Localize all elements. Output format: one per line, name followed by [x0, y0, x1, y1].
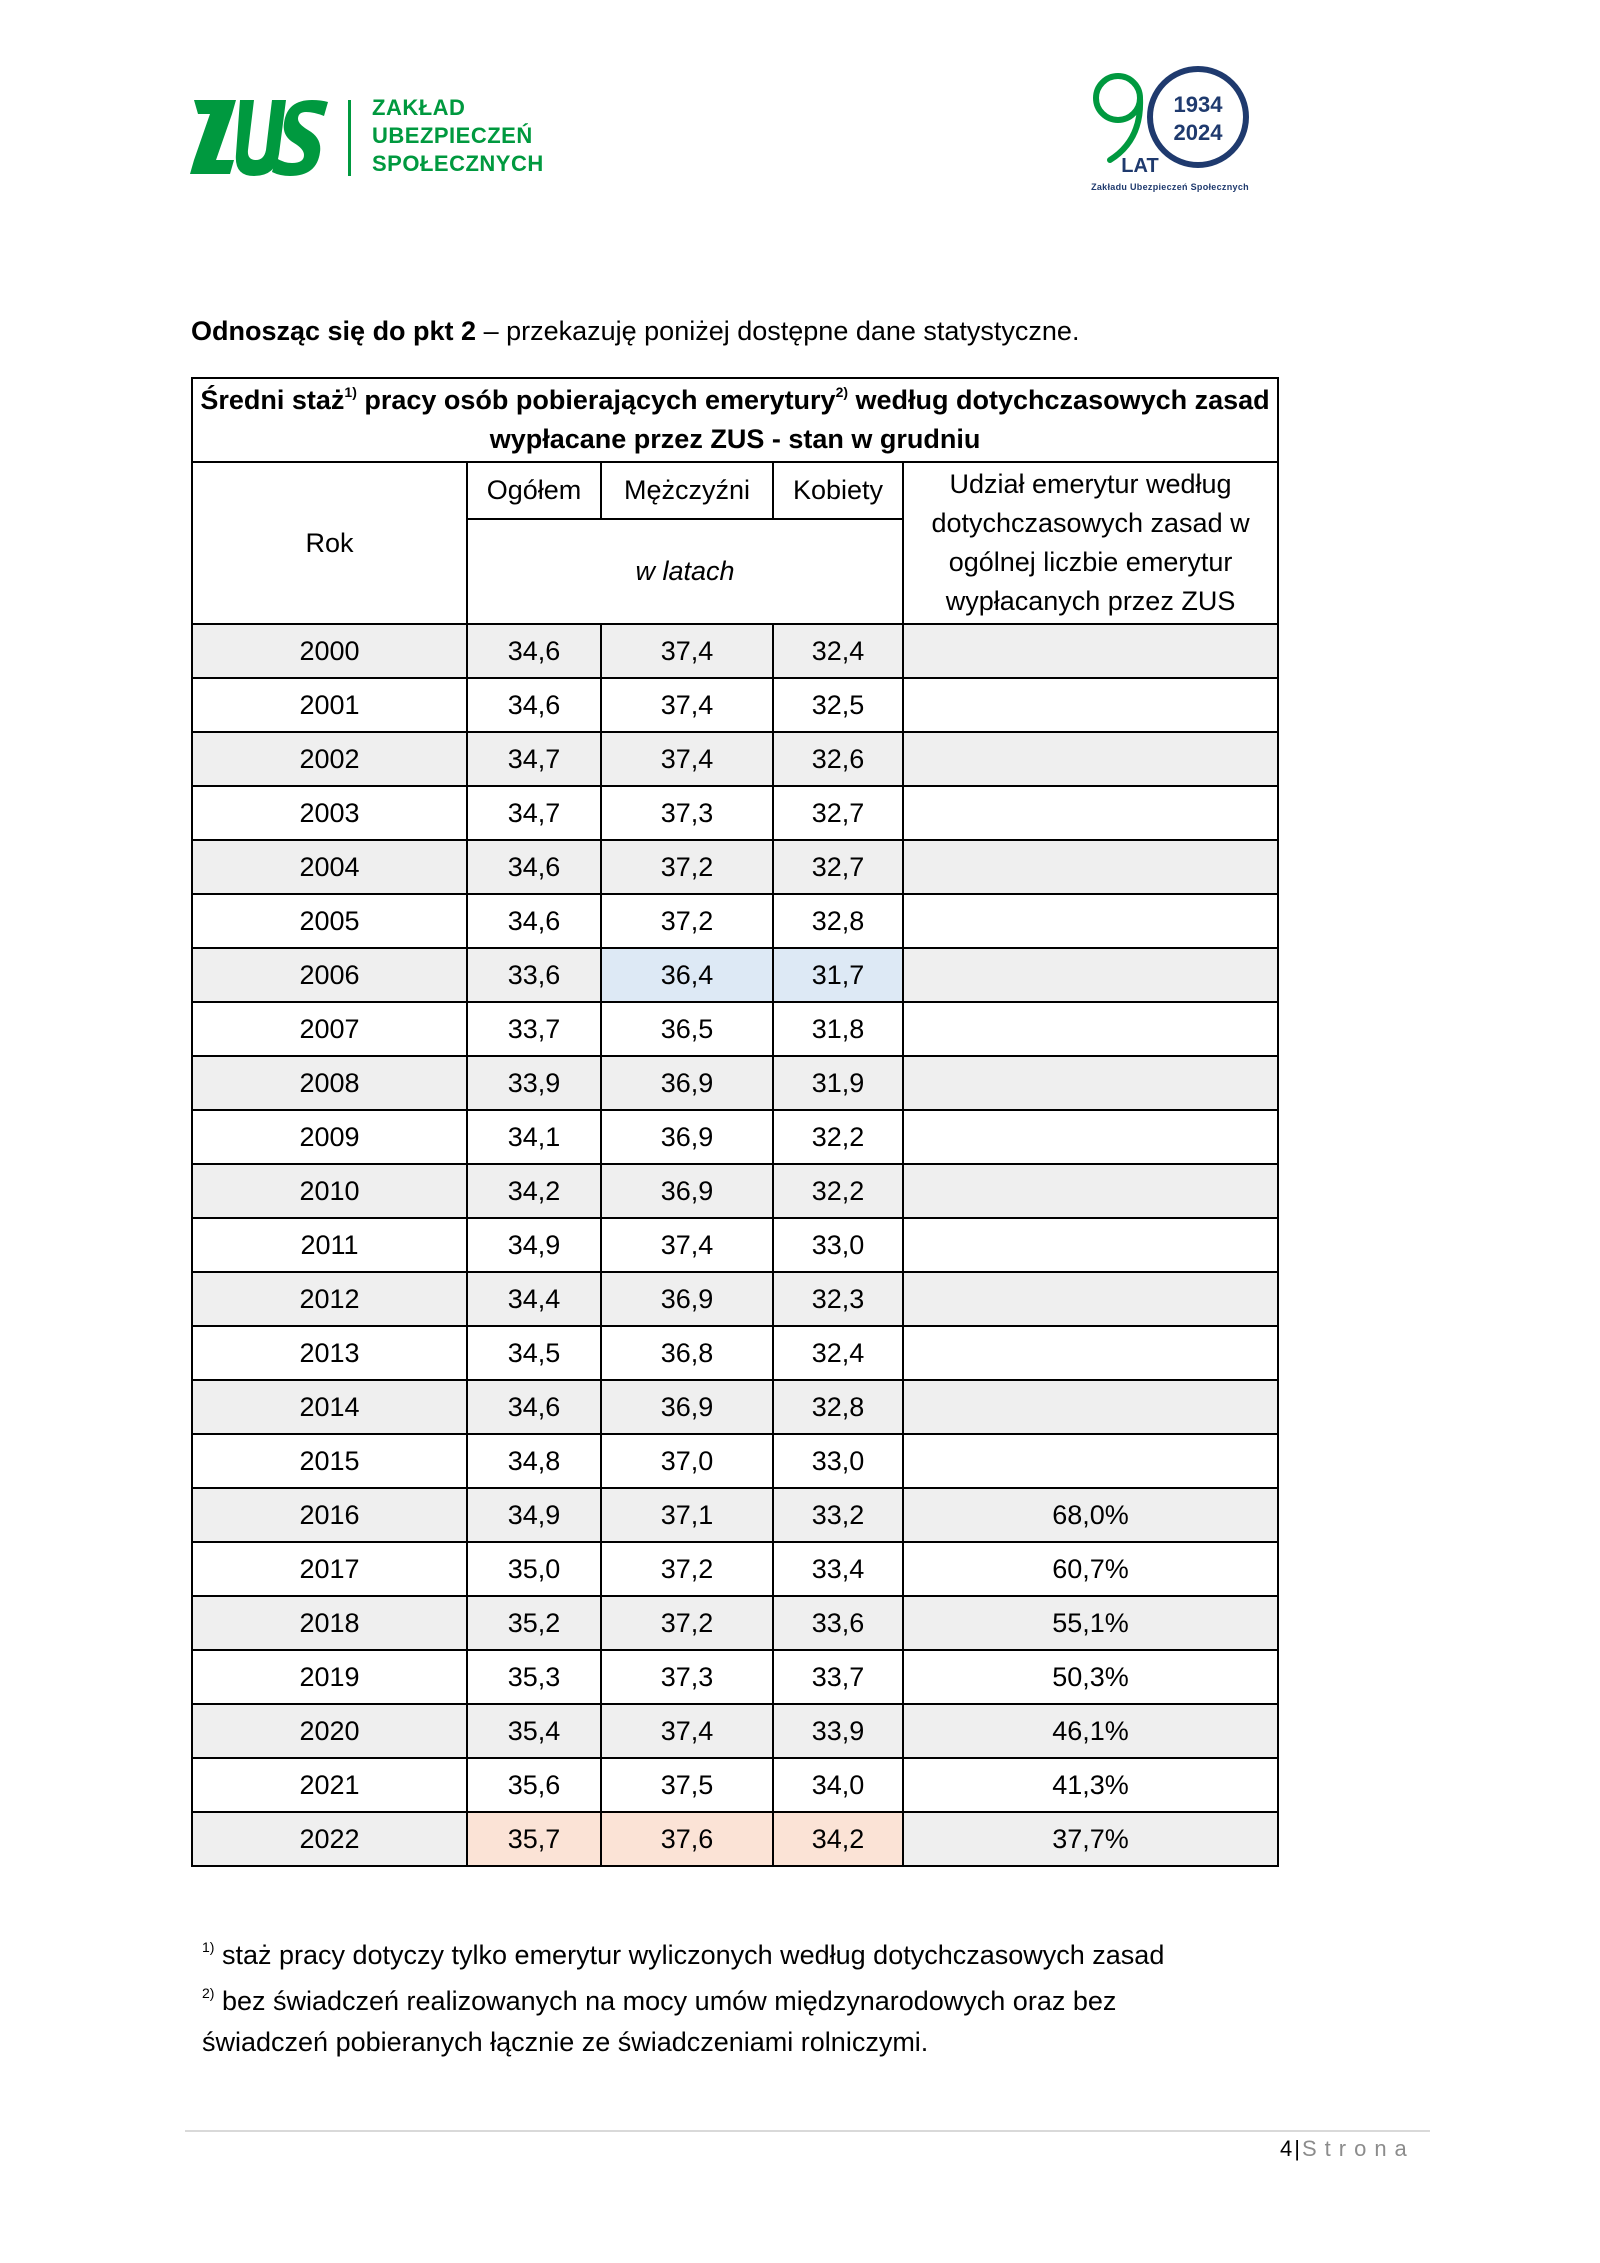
cell-rok: 2003 — [192, 786, 467, 840]
page-number — [1280, 2136, 1415, 2162]
cell-rok: 2018 — [192, 1596, 467, 1650]
cell-rok: 2000 — [192, 624, 467, 678]
cell-ogolem: 34,7 — [467, 732, 601, 786]
cell-udzial: 37,7% — [903, 1812, 1278, 1866]
cell-ogolem: 35,6 — [467, 1758, 601, 1812]
page-number-separator: | — [1294, 2136, 1300, 2161]
intro-line — [191, 316, 1079, 347]
cell-ogolem: 35,4 — [467, 1704, 601, 1758]
cell-rok: 2010 — [192, 1164, 467, 1218]
cell-ogolem: 34,2 — [467, 1164, 601, 1218]
cell-mezczyzni: 37,2 — [601, 1542, 773, 1596]
table-row — [192, 1596, 1278, 1650]
cell-kobiety: 32,5 — [773, 678, 903, 732]
anniversary-caption: Zakładu Ubezpieczeń Społecznych — [1091, 182, 1249, 192]
cell-kobiety: 32,8 — [773, 1380, 903, 1434]
cell-ogolem: 34,9 — [467, 1218, 601, 1272]
cell-rok: 2004 — [192, 840, 467, 894]
table-row — [192, 1164, 1278, 1218]
cell-mezczyzni: 36,4 — [601, 948, 773, 1002]
header-udzial: Udział emerytur według dotychczasowych zasad w ogólnej liczbie emerytur wypłacanych przez ZUS — [903, 462, 1278, 624]
cell-kobiety: 34,0 — [773, 1758, 903, 1812]
cell-mezczyzni: 37,5 — [601, 1758, 773, 1812]
cell-kobiety: 32,7 — [773, 840, 903, 894]
institution-name-line-2: UBEZPIECZEŃ — [372, 123, 533, 148]
table-row — [192, 1326, 1278, 1380]
cell-ogolem: 34,1 — [467, 1110, 601, 1164]
table-row — [192, 1056, 1278, 1110]
cell-kobiety: 32,8 — [773, 894, 903, 948]
table-row — [192, 732, 1278, 786]
cell-udzial — [903, 786, 1278, 840]
cell-mezczyzni: 36,9 — [601, 1164, 773, 1218]
anniversary-logo — [1070, 60, 1270, 200]
cell-mezczyzni: 36,9 — [601, 1056, 773, 1110]
table-row — [192, 894, 1278, 948]
cell-udzial: 46,1% — [903, 1704, 1278, 1758]
table-row — [192, 1272, 1278, 1326]
header-rok: Rok — [192, 462, 467, 624]
cell-mezczyzni: 37,4 — [601, 1704, 773, 1758]
cell-udzial — [903, 1434, 1278, 1488]
cell-kobiety: 31,7 — [773, 948, 903, 1002]
cell-ogolem: 34,6 — [467, 840, 601, 894]
cell-mezczyzni: 37,2 — [601, 894, 773, 948]
cell-udzial — [903, 1110, 1278, 1164]
cell-rok: 2001 — [192, 678, 467, 732]
cell-udzial — [903, 1380, 1278, 1434]
cell-rok: 2006 — [192, 948, 467, 1002]
cell-kobiety: 32,7 — [773, 786, 903, 840]
cell-ogolem: 35,3 — [467, 1650, 601, 1704]
cell-udzial — [903, 1164, 1278, 1218]
cell-udzial — [903, 1002, 1278, 1056]
cell-ogolem: 34,4 — [467, 1272, 601, 1326]
cell-udzial — [903, 732, 1278, 786]
cell-mezczyzni: 37,3 — [601, 786, 773, 840]
cell-kobiety: 32,2 — [773, 1110, 903, 1164]
cell-ogolem: 35,2 — [467, 1596, 601, 1650]
header-unit: w latach — [467, 519, 903, 624]
page-number-value: 4 — [1280, 2136, 1293, 2161]
cell-kobiety: 31,9 — [773, 1056, 903, 1110]
cell-mezczyzni: 37,2 — [601, 840, 773, 894]
cell-mezczyzni: 37,4 — [601, 1218, 773, 1272]
table-row — [192, 624, 1278, 678]
cell-mezczyzni: 37,4 — [601, 678, 773, 732]
cell-kobiety: 32,2 — [773, 1164, 903, 1218]
cell-ogolem: 34,6 — [467, 894, 601, 948]
cell-udzial — [903, 678, 1278, 732]
cell-kobiety: 32,3 — [773, 1272, 903, 1326]
cell-rok: 2007 — [192, 1002, 467, 1056]
cell-kobiety: 31,8 — [773, 1002, 903, 1056]
cell-kobiety: 34,2 — [773, 1812, 903, 1866]
logo-separator — [348, 100, 351, 176]
footnote-2: $^{2)}$ bez świadczeń realizowanych na mocy umów międzynarodowych oraz bez — [202, 1985, 1117, 2016]
cell-udzial: 55,1% — [903, 1596, 1278, 1650]
cell-kobiety: 33,7 — [773, 1650, 903, 1704]
cell-mezczyzni: 36,5 — [601, 1002, 773, 1056]
table-body — [192, 624, 1278, 1866]
cell-rok: 2022 — [192, 1812, 467, 1866]
institution-name-line-1: ZAKŁAD — [372, 95, 466, 120]
table-row — [192, 1002, 1278, 1056]
cell-ogolem: 34,8 — [467, 1434, 601, 1488]
cell-kobiety: 32,4 — [773, 1326, 903, 1380]
cell-udzial — [903, 1272, 1278, 1326]
cell-mezczyzni: 37,6 — [601, 1812, 773, 1866]
cell-udzial — [903, 894, 1278, 948]
statistics-table — [191, 377, 1279, 1867]
cell-udzial — [903, 624, 1278, 678]
cell-udzial — [903, 948, 1278, 1002]
cell-ogolem: 33,7 — [467, 1002, 601, 1056]
cell-ogolem: 34,6 — [467, 624, 601, 678]
cell-mezczyzni: 37,0 — [601, 1434, 773, 1488]
table-row — [192, 1218, 1278, 1272]
cell-ogolem: 34,7 — [467, 786, 601, 840]
anniversary-year-end: 2024 — [1173, 120, 1223, 145]
cell-kobiety: 33,4 — [773, 1542, 903, 1596]
footnote-1: $^{1)}$ staż pracy dotyczy tylko emerytur wyliczonych według dotychczasowych zasad — [202, 1939, 1165, 1970]
intro-bold: Odnosząc się do pkt 2 — [191, 316, 477, 346]
cell-ogolem: 33,9 — [467, 1056, 601, 1110]
table-row — [192, 1434, 1278, 1488]
cell-rok: 2014 — [192, 1380, 467, 1434]
footer-divider — [185, 2130, 1430, 2132]
cell-rok: 2008 — [192, 1056, 467, 1110]
header-mezczyzni: Mężczyźni — [601, 462, 773, 519]
cell-udzial: 50,3% — [903, 1650, 1278, 1704]
cell-kobiety: 33,2 — [773, 1488, 903, 1542]
cell-kobiety: 32,6 — [773, 732, 903, 786]
cell-kobiety: 33,0 — [773, 1218, 903, 1272]
table-row — [192, 1488, 1278, 1542]
cell-rok: 2017 — [192, 1542, 467, 1596]
cell-ogolem: 33,6 — [467, 948, 601, 1002]
cell-ogolem: 35,0 — [467, 1542, 601, 1596]
cell-rok: 2012 — [192, 1272, 467, 1326]
cell-rok: 2011 — [192, 1218, 467, 1272]
cell-mezczyzni: 37,4 — [601, 624, 773, 678]
cell-ogolem: 34,6 — [467, 678, 601, 732]
anniversary-year-start: 1934 — [1173, 92, 1223, 117]
zus-logo — [190, 92, 550, 182]
cell-udzial: 60,7% — [903, 1542, 1278, 1596]
cell-ogolem: 34,6 — [467, 1380, 601, 1434]
cell-mezczyzni: 36,9 — [601, 1272, 773, 1326]
cell-mezczyzni: 37,2 — [601, 1596, 773, 1650]
cell-udzial — [903, 1326, 1278, 1380]
intro-rest: – przekazuję poniżej dostępne dane statystyczne. — [476, 316, 1080, 346]
cell-rok: 2013 — [192, 1326, 467, 1380]
table-row — [192, 1380, 1278, 1434]
table-row — [192, 1542, 1278, 1596]
table-row — [192, 1758, 1278, 1812]
table-row — [192, 840, 1278, 894]
footnote-2-continued: świadczeń pobieranych łącznie ze świadczeniami rolniczymi. — [202, 2027, 929, 2057]
table-row — [192, 1704, 1278, 1758]
table-row — [192, 1110, 1278, 1164]
table-row — [192, 1650, 1278, 1704]
cell-ogolem: 34,9 — [467, 1488, 601, 1542]
cell-rok: 2002 — [192, 732, 467, 786]
cell-rok: 2009 — [192, 1110, 467, 1164]
cell-rok: 2020 — [192, 1704, 467, 1758]
cell-mezczyzni: 36,9 — [601, 1380, 773, 1434]
cell-udzial — [903, 840, 1278, 894]
cell-mezczyzni: 37,3 — [601, 1650, 773, 1704]
cell-udzial — [903, 1056, 1278, 1110]
anniversary-90-icon — [1070, 60, 1270, 182]
institution-name — [372, 94, 544, 178]
page-label: Strona — [1301, 2136, 1415, 2161]
cell-rok: 2005 — [192, 894, 467, 948]
cell-kobiety: 33,0 — [773, 1434, 903, 1488]
cell-mezczyzni: 36,8 — [601, 1326, 773, 1380]
institution-name-line-3: SPOŁECZNYCH — [372, 151, 544, 176]
table-row — [192, 678, 1278, 732]
table-row — [192, 786, 1278, 840]
cell-udzial — [903, 1218, 1278, 1272]
cell-rok: 2021 — [192, 1758, 467, 1812]
cell-udzial: 41,3% — [903, 1758, 1278, 1812]
anniversary-lat: LAT — [1121, 155, 1159, 177]
table-title: Średni staż$^{1)}$ pracy osób pobierających emerytury$^{2)}$ według dotychczasowych zasad wypłacane przez ZUS - stan w grudniu — [192, 378, 1278, 462]
cell-mezczyzni: 37,4 — [601, 732, 773, 786]
cell-mezczyzni: 37,1 — [601, 1488, 773, 1542]
cell-ogolem: 35,7 — [467, 1812, 601, 1866]
cell-kobiety: 32,4 — [773, 624, 903, 678]
zus-logo-mark-icon — [190, 92, 330, 182]
table-row — [192, 948, 1278, 1002]
cell-mezczyzni: 36,9 — [601, 1110, 773, 1164]
cell-rok: 2016 — [192, 1488, 467, 1542]
cell-udzial: 68,0% — [903, 1488, 1278, 1542]
header-kobiety: Kobiety — [773, 462, 903, 519]
cell-kobiety: 33,6 — [773, 1596, 903, 1650]
cell-rok: 2019 — [192, 1650, 467, 1704]
cell-rok: 2015 — [192, 1434, 467, 1488]
cell-ogolem: 34,5 — [467, 1326, 601, 1380]
header-ogolem: Ogółem — [467, 462, 601, 519]
cell-kobiety: 33,9 — [773, 1704, 903, 1758]
table-row — [192, 1812, 1278, 1866]
